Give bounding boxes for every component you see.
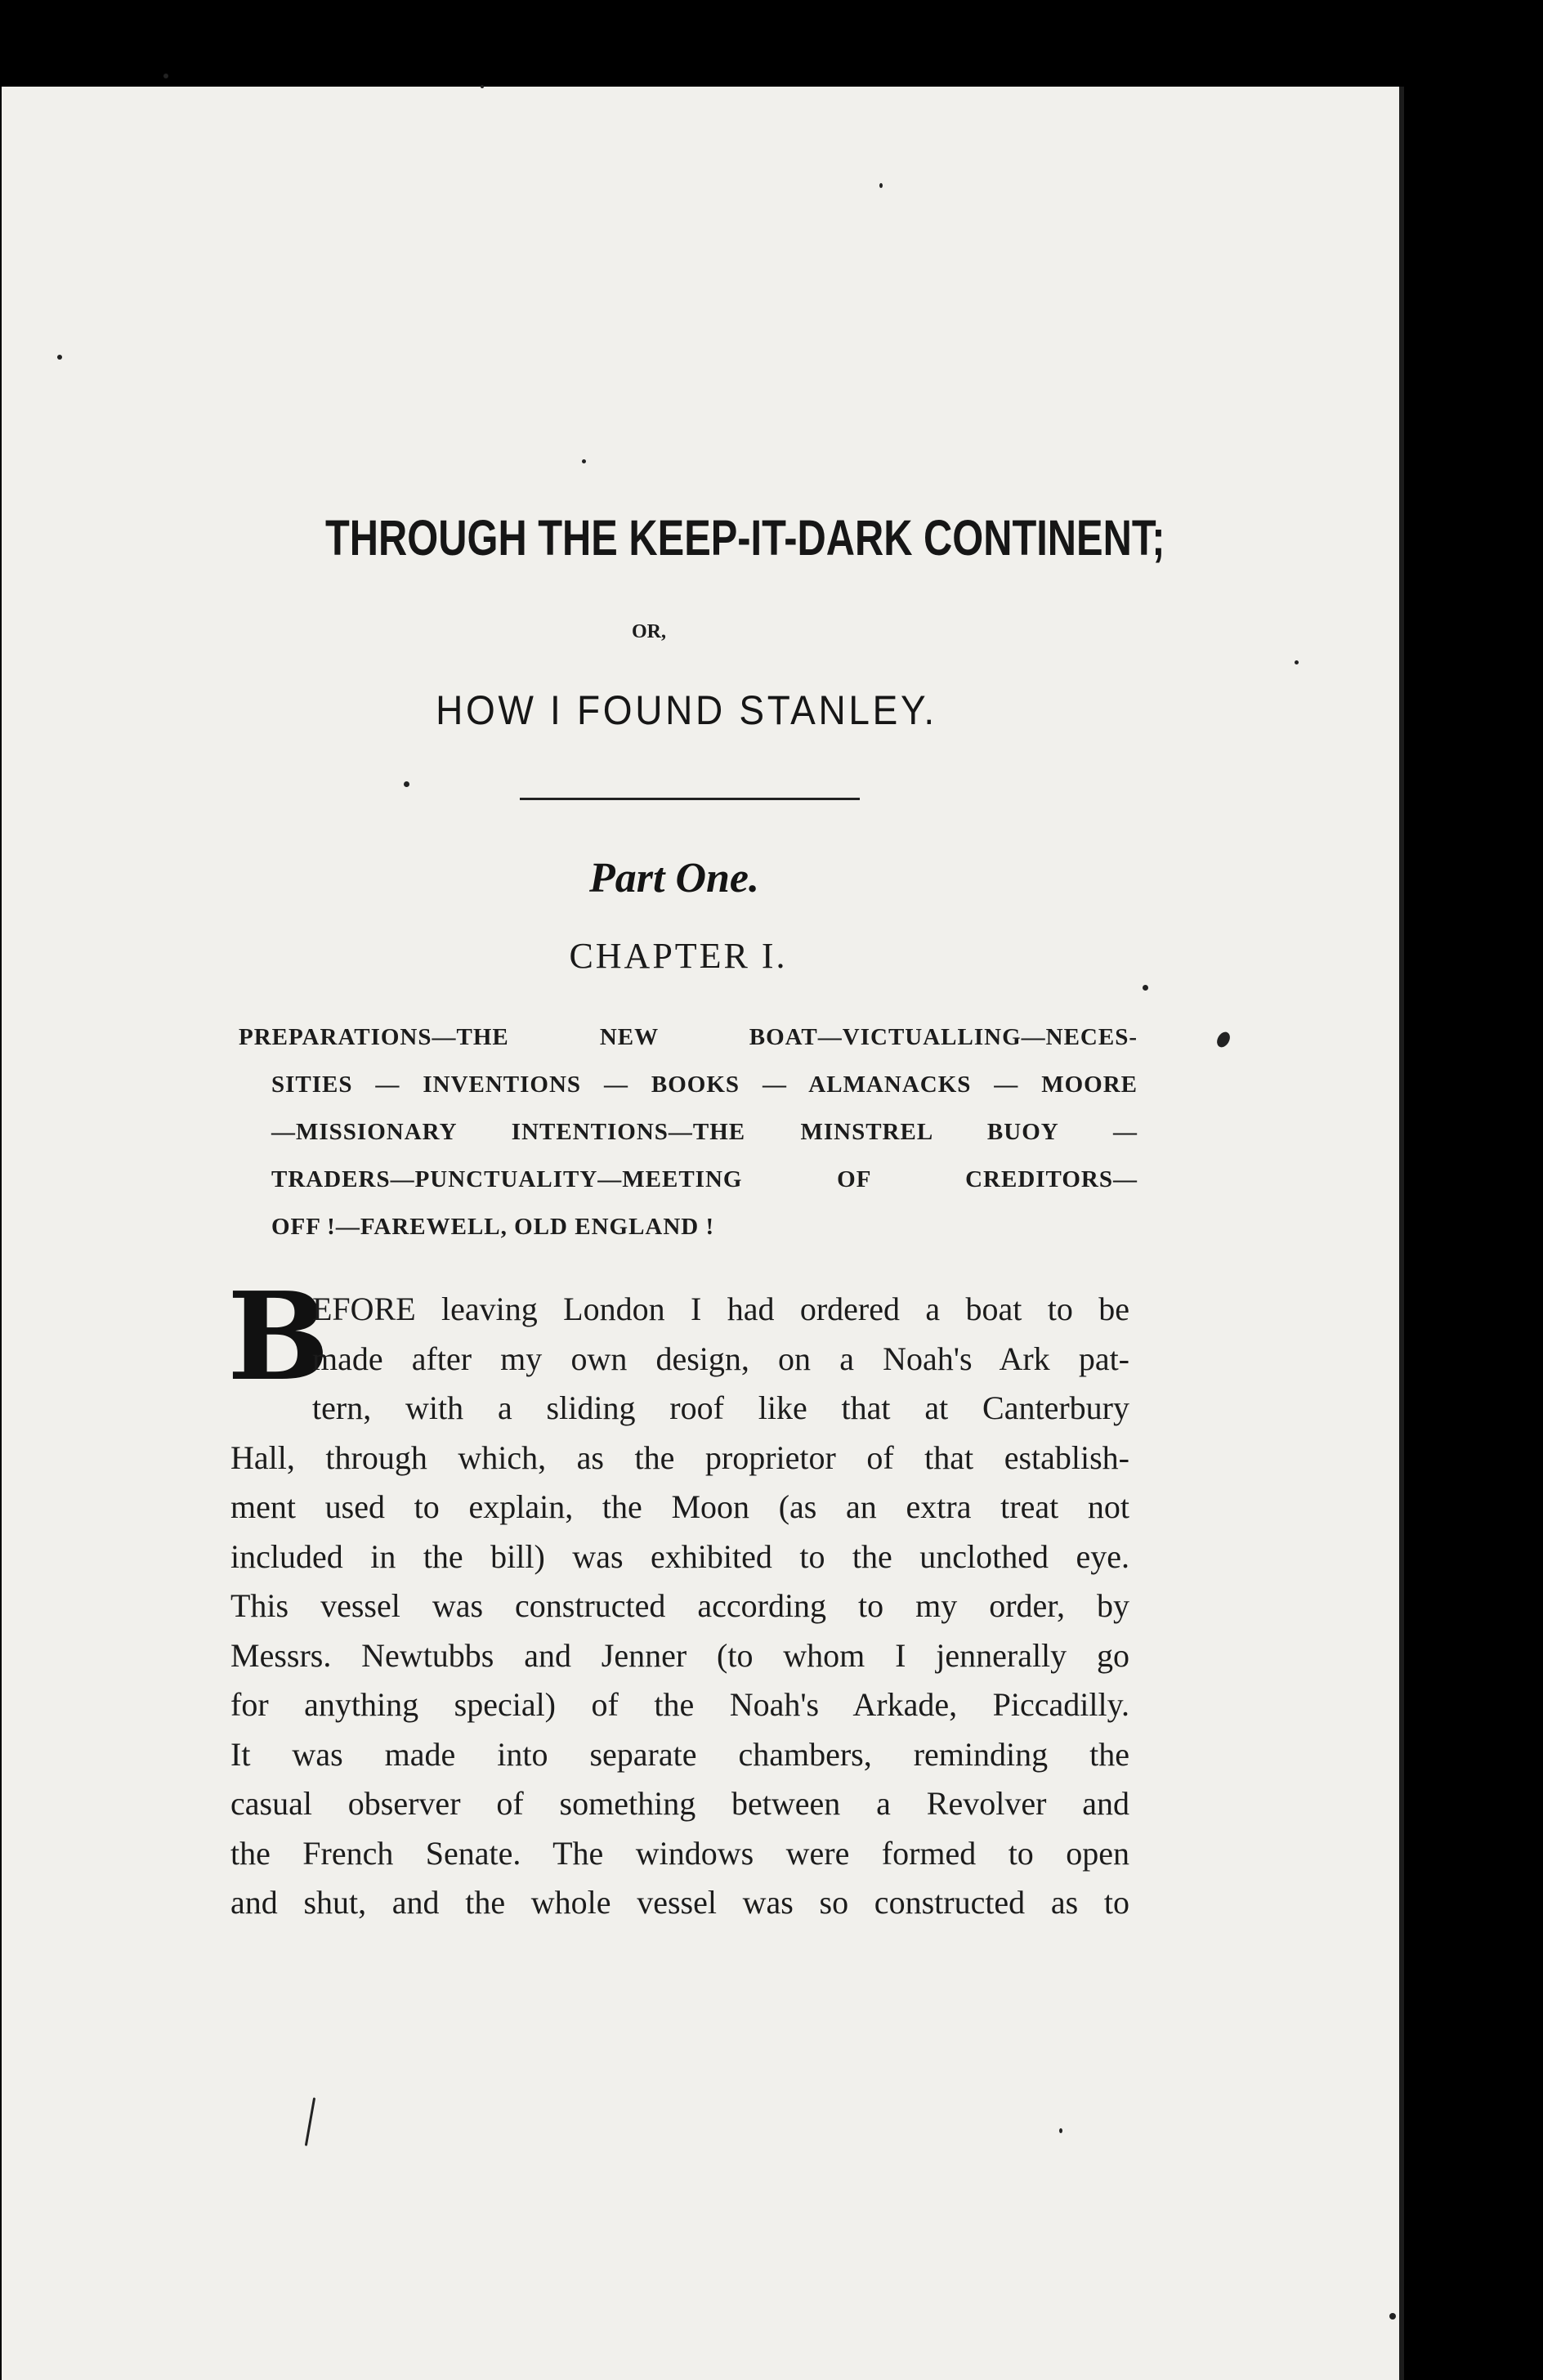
body-paragraph xyxy=(230,1285,1129,1928)
body-line: It was made into separate chambers, reminding the xyxy=(230,1735,1129,1773)
body-line: This vessel was constructed according to my order, by xyxy=(230,1587,1129,1624)
body-line: casual observer of something between a Revolver and xyxy=(230,1785,1129,1822)
part-heading: Part One. xyxy=(589,855,759,901)
book-subtitle: HOW I FOUND STANLEY. xyxy=(436,687,937,733)
body-line: EFORE leaving London I had ordered a boat to be xyxy=(312,1291,1129,1327)
synopsis-line: TRADERS—PUNCTUALITY—MEETING OF CREDITORS— xyxy=(271,1166,1138,1192)
print-speck xyxy=(163,74,168,78)
body-line: made after my own design, on a Noah's Ark pat- xyxy=(312,1340,1129,1377)
page-edge xyxy=(1399,87,1404,2380)
chapter-synopsis xyxy=(239,1013,1138,1250)
chapter-heading: CHAPTER I. xyxy=(569,936,788,976)
synopsis-line: SITIES — INVENTIONS — BOOKS — ALMANACKS — MOORE xyxy=(271,1071,1138,1098)
body-line: for anything special) of the Noah's Arkade, Piccadilly. xyxy=(230,1686,1129,1723)
body-line: Hall, through which, as the proprietor of that establish- xyxy=(230,1438,1129,1476)
print-speck xyxy=(404,781,409,787)
synopsis-line: PREPARATIONS—THE NEW BOAT—VICTUALLING—NECES- xyxy=(239,1024,1138,1050)
drop-cap: B xyxy=(227,1265,330,1407)
body-line: tern, with a sliding roof like that at Canterbury xyxy=(312,1389,1129,1426)
body-line: and shut, and the whole vessel was so constructed as to xyxy=(230,1884,1129,1921)
print-speck xyxy=(1389,2313,1396,2320)
print-speck xyxy=(1059,2128,1062,2133)
print-speck xyxy=(879,183,883,188)
title-rule xyxy=(520,798,860,800)
title-or: OR, xyxy=(632,621,666,642)
print-speck xyxy=(481,85,484,88)
print-speck xyxy=(1143,985,1148,991)
synopsis-line: OFF !—FAREWELL, OLD ENGLAND ! xyxy=(271,1214,715,1240)
body-line: ment used to explain, the Moon (as an extra treat not xyxy=(230,1488,1129,1525)
print-speck xyxy=(1295,660,1299,664)
synopsis-line: —MISSIONARY INTENTIONS—THE MINSTREL BUOY — xyxy=(271,1119,1138,1145)
body-line: included in the bill) was exhibited to the unclothed eye. xyxy=(230,1537,1129,1575)
print-speck xyxy=(57,355,62,360)
body-line: the French Senate. The windows were formed to open xyxy=(230,1834,1129,1872)
body-line: Messrs. Newtubbs and Jenner (to whom I jennerally go xyxy=(230,1636,1129,1674)
print-speck xyxy=(582,459,586,463)
book-title: THROUGH THE KEEP-IT-DARK CONTINENT; xyxy=(325,510,1165,566)
